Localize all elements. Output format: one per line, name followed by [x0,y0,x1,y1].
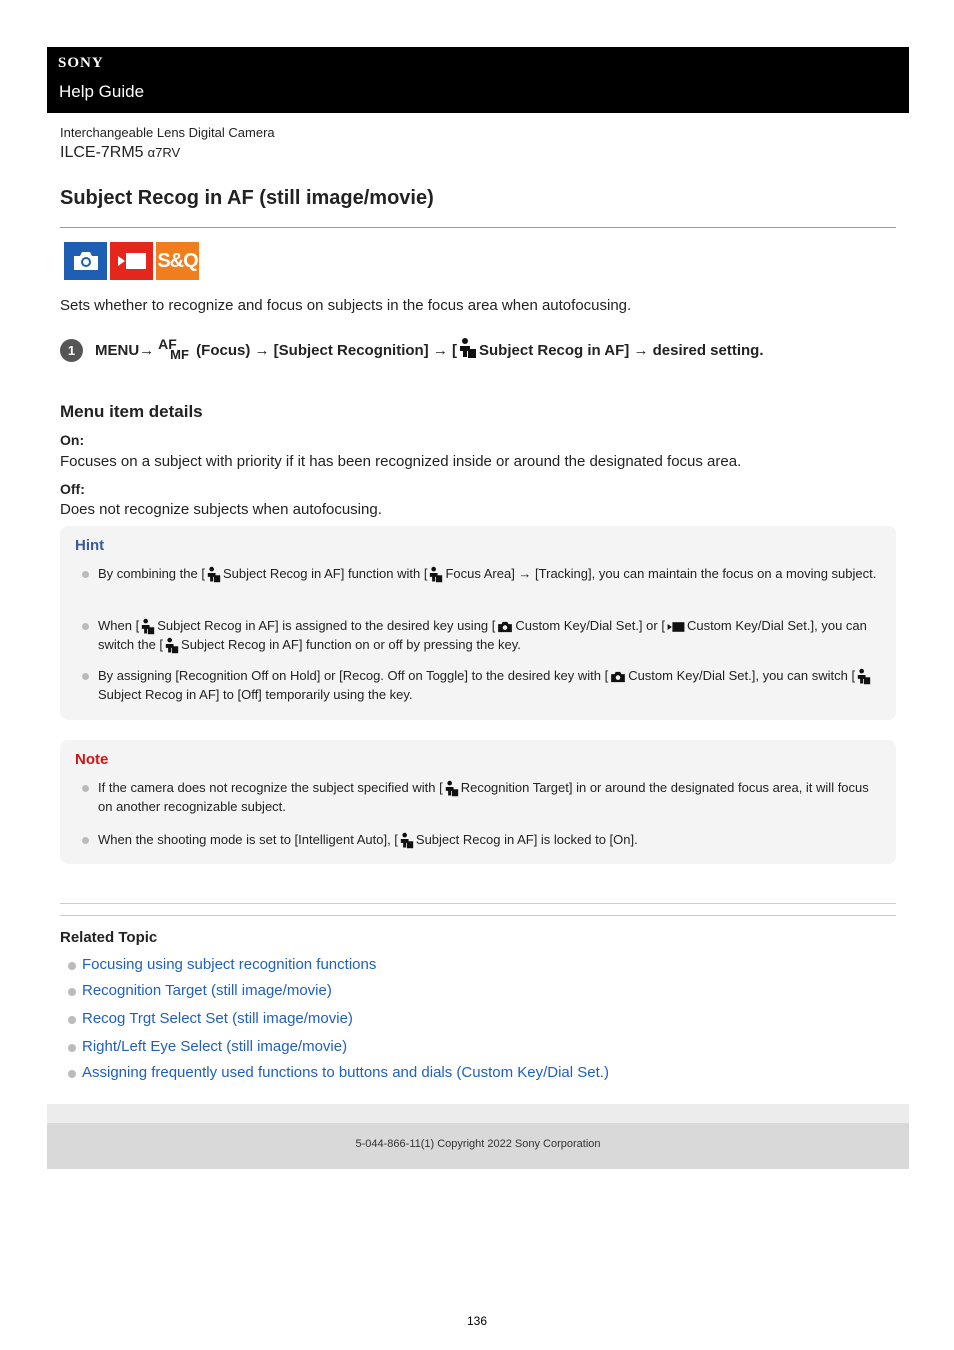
subject-recog-icon [459,337,477,363]
note-box [60,740,896,864]
step-menu: MENU [95,341,140,359]
model-alt: α7RV [147,145,181,160]
section-divider [60,903,896,904]
page-title: Subject Recog in AF (still image/movie) [60,187,434,209]
section-divider [60,915,896,916]
step-part3: Subject Recog in AF] → desired setting. [479,341,764,359]
on-description: Focuses on a subject with priority if it has been recognized inside or around the designated focus area. [60,453,742,470]
subject-recog-icon [857,668,871,685]
mode-icons [64,242,199,280]
af-mf-icon: AF MF [158,336,189,362]
focus-area-icon [429,566,443,583]
sony-logo[interactable]: SONY [58,55,104,71]
intro-text: Sets whether to recognize and focus on subjects in the focus area when autofocusing. [60,297,632,314]
subject-recog-icon [165,637,179,654]
sq-icon: S&Q [156,242,199,280]
product-line: Interchangeable Lens Digital Camera [60,125,275,140]
hint-title: Hint [75,537,105,554]
site-header [47,47,909,113]
step-arrow: → [139,341,155,359]
related-link[interactable]: Assigning frequently used functions to buttons and dials (Custom Key/Dial Set.) [68,1064,609,1081]
note-bullet: When the shooting mode is set to [Intelligent Auto], [ Subject Recog in AF] is locked to [On]. [82,830,882,849]
off-description: Does not recognize subjects when autofocusing. [60,501,382,518]
model-code: ILCE-7RM5 [60,144,144,161]
note-title: Note [75,751,109,768]
related-topic-heading: Related Topic [60,929,158,946]
title-divider [60,227,896,228]
hint-bullet: By assigning [Recognition Off on Hold] or [Recog. Off on Toggle] to the desired key with [ Custom Key/Dial Set.], you can switch [Subject Recog in AF] to [Off] temporarily using the key. [82,666,882,704]
camera-icon [64,242,107,280]
copyright: 5-044-866-11(1) Copyright 2022 Sony Corporation [355,1138,601,1150]
help-guide-title[interactable]: Help Guide [59,82,145,101]
menu-details-heading: Menu item details [60,402,203,421]
related-link[interactable]: Right/Left Eye Select (still image/movie) [68,1038,347,1055]
camera-small-icon [497,620,513,634]
camera-small-icon [610,670,626,684]
footer-band [47,1104,909,1123]
note-bullet: If the camera does not recognize the subject specified with [ Recognition Target] in or around the designated focus area, it will focus on another recognizable subject. [82,778,882,816]
hint-box [60,526,896,720]
related-link[interactable]: Recog Trgt Select Set (still image/movie) [68,1010,353,1027]
related-link[interactable]: Focusing using subject recognition functions [68,956,376,973]
on-label: On: [60,432,85,448]
footer [47,1123,909,1169]
movie-small-icon [667,620,685,634]
hint-bullet: By combining the [ Subject Recog in AF] function with [ Focus Area] → [Tracking], you can maintain the focus on a moving subject. [82,564,882,583]
page-number: 136 [466,1314,488,1328]
subject-recog-icon [400,832,414,849]
step-part2: → [Subject Recognition] → [ [254,341,458,359]
step-1 [60,337,764,363]
recognition-target-icon [445,780,459,797]
subject-recog-icon [141,618,155,635]
step-focus: (Focus) [196,341,251,359]
hint-bullet: When [ Subject Recog in AF] is assigned to the desired key using [ Custom Key/Dial Set.] or [ Custom Key/Dial Set.], you can switch the [ Subject Recog in AF] function on or off by pressing the key. [82,616,882,654]
model-name [60,144,180,162]
movie-icon [110,242,153,280]
subject-recog-icon [207,566,221,583]
related-link[interactable]: Recognition Target (still image/movie) [68,982,332,999]
step-number: 1 [60,339,83,362]
off-label: Off: [60,481,85,497]
